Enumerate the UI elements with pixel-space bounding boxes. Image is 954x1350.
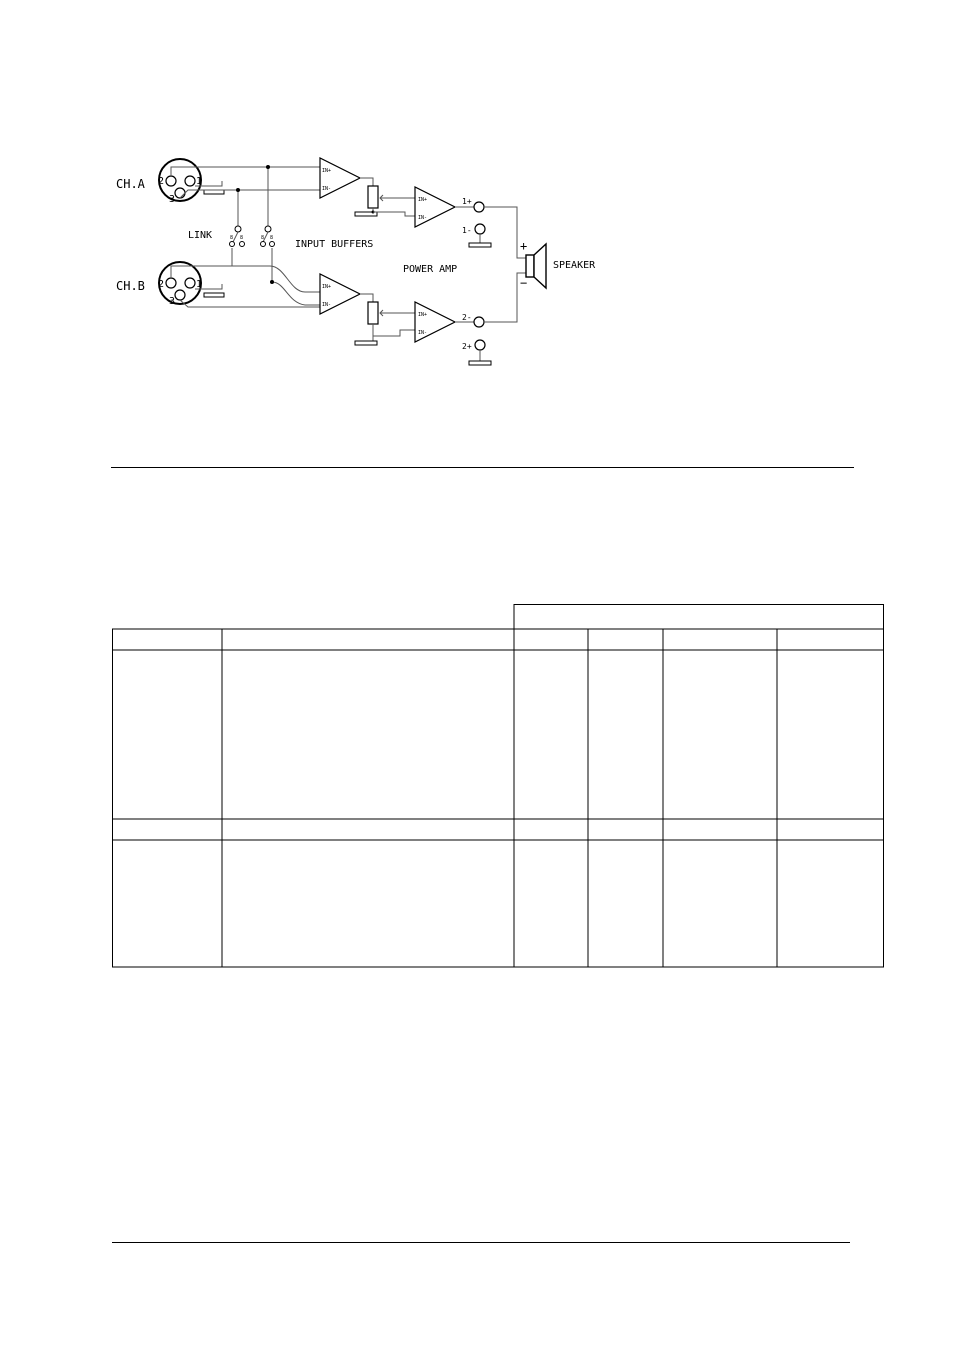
svg-text:IN-: IN- (418, 215, 428, 221)
channel-b-label: CH.B (116, 279, 145, 293)
svg-text:+: + (520, 239, 528, 253)
svg-text:IN+: IN+ (322, 284, 332, 290)
section-divider (111, 467, 854, 468)
channel-a-label: CH.A (116, 177, 145, 191)
svg-text:3: 3 (169, 296, 176, 307)
svg-text:IN-: IN- (322, 302, 332, 308)
svg-text:1+: 1+ (462, 197, 472, 206)
output-terminals (455, 197, 526, 365)
power-amp-label: POWER AMP (403, 264, 458, 275)
footer-divider (112, 1242, 850, 1243)
svg-text:1-: 1- (462, 226, 472, 235)
svg-text:2+: 2+ (462, 342, 472, 351)
link-switch-icon (230, 226, 275, 247)
table-grid (112, 604, 884, 968)
svg-text:IN+: IN+ (418, 197, 428, 203)
speaker-icon (520, 239, 546, 290)
svg-text:3: 3 (169, 194, 176, 205)
power-amp-a-icon (373, 187, 455, 227)
svg-text:8: 8 (270, 235, 274, 241)
svg-text:8: 8 (261, 235, 265, 241)
input-buffer-b-icon (320, 274, 360, 314)
svg-text:IN-: IN- (322, 186, 332, 192)
volume-pot-a-icon (355, 178, 392, 216)
xlr-connector-a-icon (158, 159, 224, 205)
power-amp-b-icon (415, 302, 455, 342)
svg-text:−: − (520, 276, 528, 290)
svg-text:IN+: IN+ (322, 168, 332, 174)
input-buffers-label: INPUT BUFFERS (295, 239, 374, 250)
svg-text:8: 8 (230, 235, 234, 241)
svg-text:2-: 2- (462, 313, 472, 322)
spec-table (112, 604, 884, 968)
speaker-label: SPEAKER (553, 260, 596, 271)
volume-pot-b-icon (355, 294, 415, 345)
svg-text:1: 1 (196, 176, 203, 187)
amplifier-block-diagram (0, 0, 954, 470)
svg-text:IN+: IN+ (418, 312, 428, 318)
input-buffer-a-icon (320, 158, 360, 198)
xlr-connector-b-icon (158, 262, 224, 307)
svg-text:1: 1 (196, 279, 203, 290)
link-label: LINK (188, 230, 213, 241)
svg-text:IN-: IN- (418, 330, 428, 336)
svg-text:2: 2 (158, 279, 165, 290)
svg-text:2: 2 (158, 176, 165, 187)
svg-text:8: 8 (240, 235, 244, 241)
